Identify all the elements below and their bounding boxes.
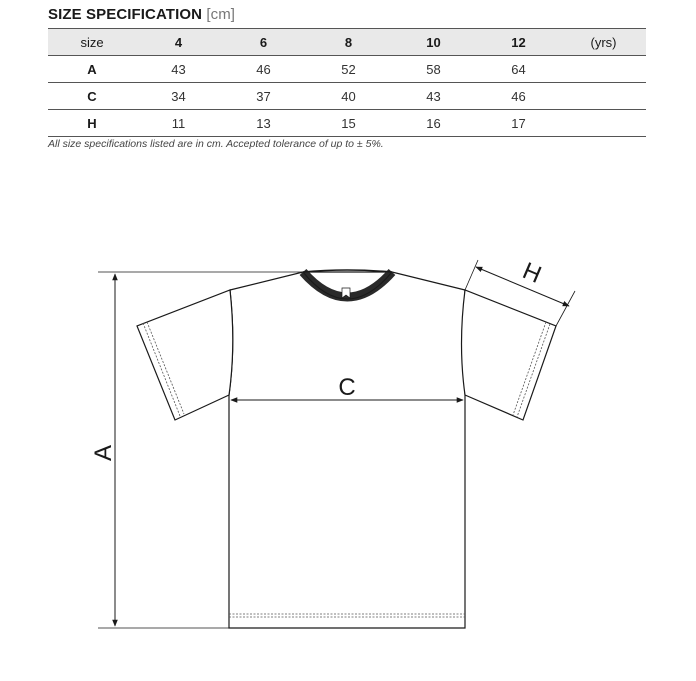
table-cell: 11 bbox=[136, 110, 221, 137]
table-cell: 37 bbox=[221, 83, 306, 110]
row-label: H bbox=[48, 110, 136, 137]
title-text: SIZE SPECIFICATION bbox=[48, 6, 203, 23]
table-cell: 13 bbox=[221, 110, 306, 137]
table-cell: 58 bbox=[391, 56, 476, 83]
table-cell: 64 bbox=[476, 56, 561, 83]
right-sleeve bbox=[462, 290, 557, 420]
table-cell: 34 bbox=[136, 83, 221, 110]
dimension-a-label: A bbox=[90, 444, 117, 462]
left-sleeve bbox=[137, 290, 233, 420]
table-cell: 46 bbox=[221, 56, 306, 83]
title-unit: [cm] bbox=[206, 6, 236, 23]
header-size-label: size bbox=[48, 29, 136, 56]
header-size: 4 bbox=[136, 29, 221, 56]
table-cell: 43 bbox=[391, 83, 476, 110]
dimension-h-ext bbox=[465, 260, 478, 290]
dimension-h-label: H bbox=[518, 257, 546, 289]
header-size: 12 bbox=[476, 29, 561, 56]
tolerance-note: All size specifications listed are in cm. Accepted tolerance of up to ± 5%. bbox=[48, 138, 384, 150]
header-unit: (yrs) bbox=[561, 29, 646, 56]
table-cell: 17 bbox=[476, 110, 561, 137]
row-label: A bbox=[48, 56, 136, 83]
tshirt-body-outline bbox=[229, 272, 465, 628]
table-cell: 46 bbox=[476, 83, 561, 110]
table-cell: 52 bbox=[306, 56, 391, 83]
header-size: 10 bbox=[391, 29, 476, 56]
table-cell: 43 bbox=[136, 56, 221, 83]
dimension-c-label: C bbox=[338, 374, 356, 401]
table-cell: 16 bbox=[391, 110, 476, 137]
header-size: 6 bbox=[221, 29, 306, 56]
row-label: C bbox=[48, 83, 136, 110]
header-size: 8 bbox=[306, 29, 391, 56]
table-cell: 40 bbox=[306, 83, 391, 110]
table-cell: 15 bbox=[306, 110, 391, 137]
dimension-h-ext bbox=[556, 291, 575, 326]
